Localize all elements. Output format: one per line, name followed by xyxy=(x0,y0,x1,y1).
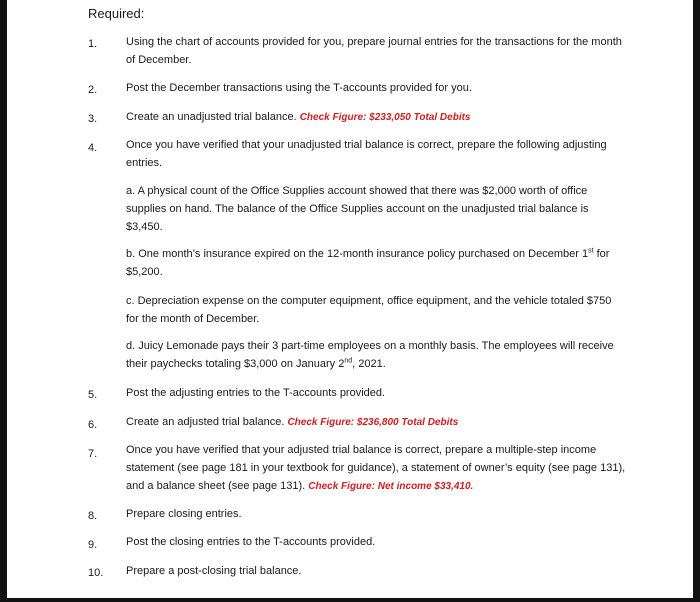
item-text-with-check xyxy=(126,441,626,496)
item-text: Post the closing entries to the T-accounts provided. xyxy=(126,536,376,548)
check-figure: Check Figure: $236,800 Total Debits xyxy=(287,417,459,428)
bottom-border xyxy=(0,598,700,602)
item-text: Create an adjusted trial balance. xyxy=(126,416,285,428)
item-number: 9. xyxy=(88,539,98,551)
item-text-with-check xyxy=(126,108,626,127)
item-number: 7. xyxy=(88,448,98,460)
item-number: 6. xyxy=(88,419,98,431)
item-text: Once you have verified that your unadjusted trial balance is correct, prepare the following adjusting entries. xyxy=(126,139,607,169)
item-text: Post the December transactions using the T-accounts provided for you. xyxy=(126,82,472,94)
adjustment-a: a. A physical count of the Office Supplies account showed that there was $2,000 worth of office supplies on hand. The balance of the Office Supplies account on the unadjusted trial balance is $3,450. xyxy=(126,185,589,233)
item-number: 2. xyxy=(88,84,98,96)
check-figure: Check Figure: Net income $33,410. xyxy=(308,481,474,492)
check-figure: Check Figure: $233,050 Total Debits xyxy=(299,112,471,123)
item-number: 3. xyxy=(88,113,98,125)
item-text: Post the adjusting entries to the T-accounts provided. xyxy=(126,387,386,399)
item-number: 4. xyxy=(88,142,98,154)
item-number: 8. xyxy=(88,510,98,522)
adjustment-d: d. Juicy Lemonade pays their 3 part-time employees on a monthly basis. The employees will receive their paychecks totaling $3,000 on January 2nd, 2021. xyxy=(126,340,614,370)
item-text: Prepare a post-closing trial balance. xyxy=(126,565,302,577)
item-text: Prepare closing entries. xyxy=(126,508,242,520)
item-text: Create an unadjusted trial balance. xyxy=(126,111,297,123)
item-text: Using the chart of accounts provided for you, prepare journal entries for the transactions for the month of December. xyxy=(126,36,622,66)
adjustment-c: c. Depreciation expense on the computer equipment, office equipment, and the vehicle totaled $750 for the month of December. xyxy=(126,295,612,325)
item-number: 5. xyxy=(88,389,98,401)
left-border xyxy=(0,0,7,602)
item-text-with-check xyxy=(126,413,626,432)
heading: Required: xyxy=(88,6,145,21)
right-border xyxy=(693,0,700,602)
item-text: Once you have verified that your adjusted trial balance is correct, prepare a multiple-step income statement (see page 181 in your textbook for guidance), a statement of owner’s equity (see page 131), and a balance sheet (see page 131). xyxy=(126,444,626,492)
item-number: 10. xyxy=(88,567,104,579)
adjustment-b: b. One month’s insurance expired on the 12-month insurance policy purchased on December 1st for $5,200. xyxy=(126,247,610,278)
item-number: 1. xyxy=(88,38,98,50)
